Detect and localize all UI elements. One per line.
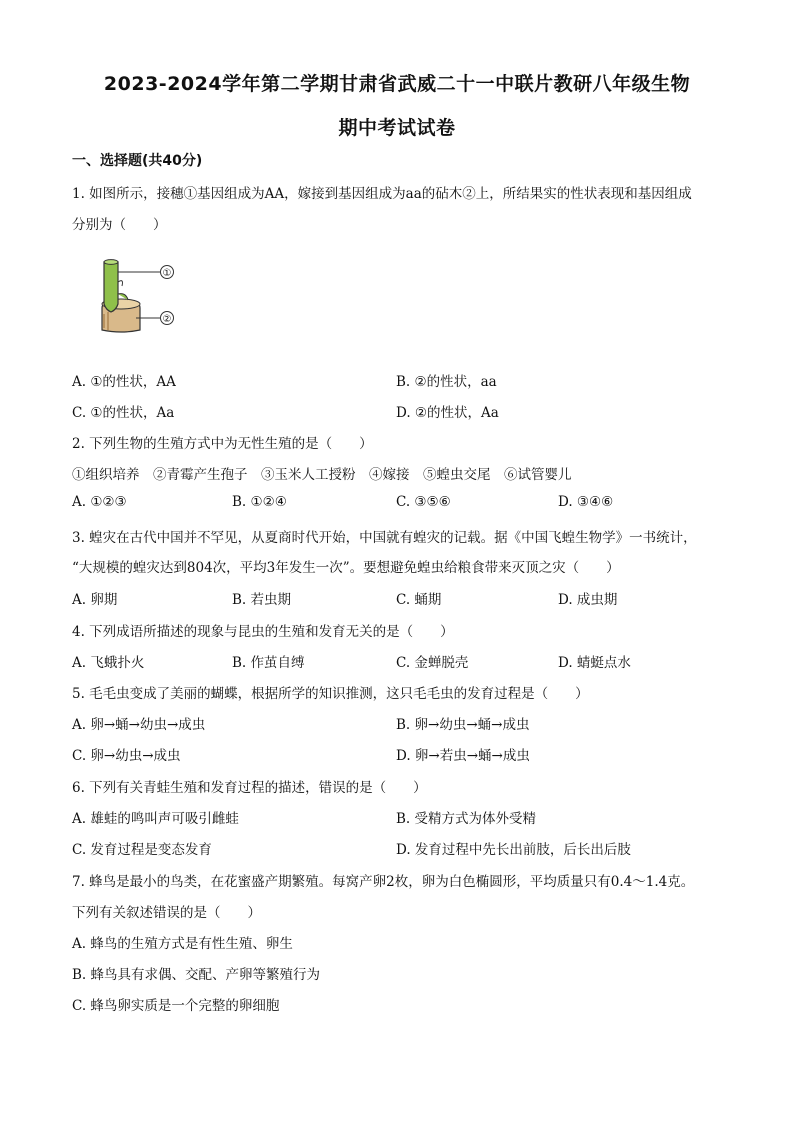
q4-option-c: C. 金蝉脱壳: [396, 655, 469, 671]
q2-stem-line2: ①组织培养 ②青霉产生孢子 ③玉米人工授粉 ④嫁接 ⑤蝗虫交尾 ⑥试管婴儿: [72, 467, 572, 483]
q2-option-b: B. ①②④: [232, 494, 287, 510]
q2-option-d: D. ③④⑥: [558, 494, 614, 510]
q5-option-b: B. 卵→幼虫→蛹→成虫: [396, 717, 530, 733]
q5-option-c: C. 卵→幼虫→成虫: [72, 748, 181, 764]
q7-stem-line2: 下列有关叙述错误的是（ ）: [72, 905, 261, 921]
exam-title-line2: 期中考试试卷: [338, 117, 456, 139]
q6-option-d: D. 发育过程中先长出前肢，后长出后肢: [396, 842, 631, 858]
q3-option-c: C. 蛹期: [396, 592, 442, 608]
q5-stem-line1: 5. 毛毛虫变成了美丽的蝴蝶，根据所学的知识推测，这只毛毛虫的发育过程是（ ）: [72, 686, 589, 702]
q2-stem-line1: 2. 下列生物的生殖方式中为无性生殖的是（ ）: [72, 436, 373, 452]
q7-option-a: A. 蜂鸟的生殖方式是有性生殖、卵生: [72, 936, 293, 952]
q6-option-a: A. 雄蛙的鸣叫声可吸引雌蛙: [72, 811, 239, 827]
q1-stem-line1: 1. 如图所示，接穗①基因组成为AA，嫁接到基因组成为aa的砧木②上，所结果实的性状表现和基因组成: [72, 186, 692, 202]
q6-option-b: B. 受精方式为体外受精: [396, 811, 537, 827]
figure-label-1: ①: [162, 268, 172, 279]
exam-title-line1: 2023-2024学年第二学期甘肃省武威二十一中联片教研八年级生物: [103, 73, 691, 95]
grafting-figure: [92, 254, 192, 338]
q1-stem-line2: 分别为（ ）: [72, 217, 167, 233]
q4-option-b: B. 作茧自缚: [232, 655, 305, 671]
q3-stem-line1: 3. 蝗灾在古代中国并不罕见，从夏商时代开始，中国就有蝗灾的记载。据《中国飞蝗生物学》一书统计，: [72, 530, 697, 546]
scion-shape: [104, 262, 118, 312]
q4-option-d: D. 蜻蜓点水: [558, 655, 631, 671]
q6-stem-line1: 6. 下列有关青蛙生殖和发育过程的描述，错误的是（ ）: [72, 780, 427, 796]
q4-stem-line1: 4. 下列成语所描述的现象与昆虫的生殖和发育无关的是（ ）: [72, 624, 454, 640]
q1-option-c: C. ①的性状，Aa: [72, 405, 175, 421]
scion-bud: [118, 281, 123, 286]
q6-option-c: C. 发育过程是变态发育: [72, 842, 212, 858]
q1-option-a: A. ①的性状，AA: [72, 374, 176, 390]
q3-stem-line2: “大规模的蝗灾达到804次，平均3年发生一次”。要想避免蝗虫给粮食带来灭顶之灾（ ）: [72, 560, 620, 576]
figure-label-2: ②: [162, 314, 172, 325]
q7-stem-line1: 7. 蜂鸟是最小的鸟类，在花蜜盛产期繁殖。每窝产卵2枚，卵为白色椭圆形，平均质量只有0.4～1.4克。: [72, 874, 695, 890]
section-heading: 一、选择题(共40分): [72, 153, 203, 169]
q1-option-d: D. ②的性状，Aa: [396, 405, 499, 421]
q2-option-a: A. ①②③: [72, 494, 127, 510]
q5-option-d: D. 卵→若虫→蛹→成虫: [396, 748, 530, 764]
q3-option-b: B. 若虫期: [232, 592, 292, 608]
q3-option-a: A. 卵期: [72, 592, 118, 608]
q4-option-a: A. 飞蛾扑火: [72, 655, 145, 671]
q5-option-a: A. 卵→蛹→幼虫→成虫: [72, 717, 206, 733]
q2-option-c: C. ③⑤⑥: [396, 494, 451, 510]
q3-option-d: D. 成虫期: [558, 592, 618, 608]
scion-top: [104, 260, 118, 265]
q7-option-b: B. 蜂鸟具有求偶、交配、产卵等繁殖行为: [72, 967, 321, 983]
q1-option-b: B. ②的性状，aa: [396, 374, 497, 390]
q7-option-c: C. 蜂鸟卵实质是一个完整的卵细胞: [72, 998, 280, 1014]
